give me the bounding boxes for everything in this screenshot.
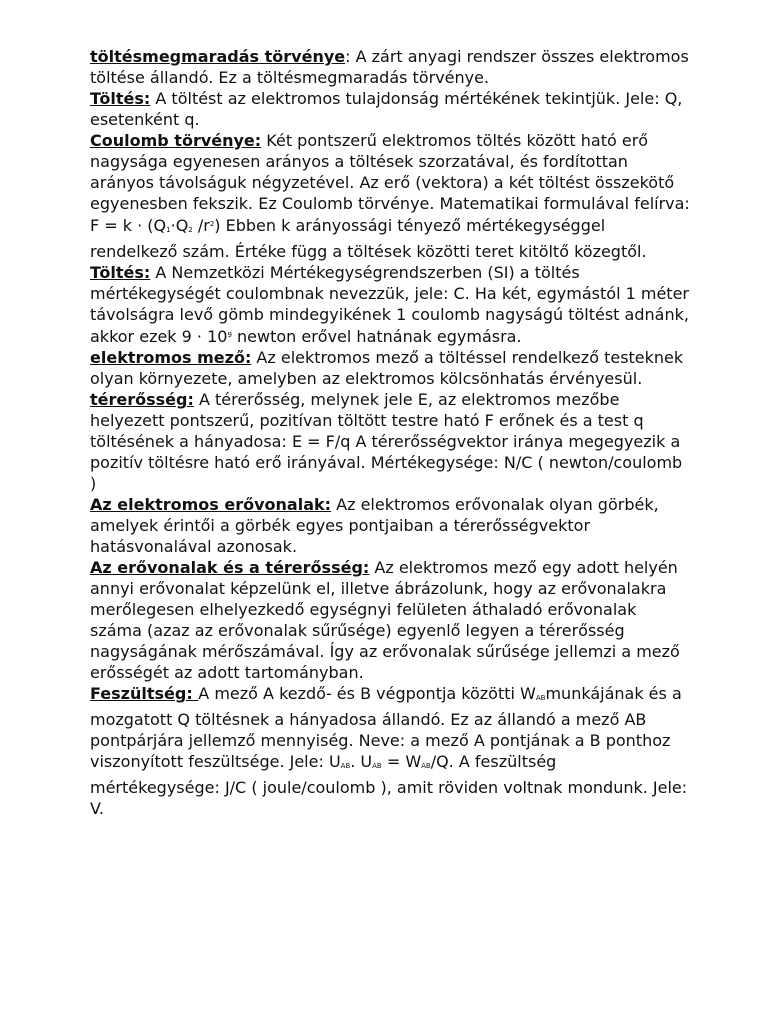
paragraph-field-strength <box>90 389 690 494</box>
paragraph-field-lines-strength <box>90 557 690 683</box>
subscript: 2 <box>188 226 193 234</box>
paragraph-field-lines <box>90 494 690 557</box>
paragraph-text: Az elektromos erővonalak olyan görbék, amelyek érintői a görbék egyes pontjaiban a térerősségvektor hatásvonalával azonosak. <box>90 495 659 556</box>
subscript: 1 <box>166 226 171 234</box>
term-heading: Coulomb törvénye: <box>90 131 262 150</box>
paragraph-text: A térerősség, melynek jele E, az elektromos mezőbe helyezett pontszerű, pozitívan töltött testre ható F erőnek és a test q töltésének a hányadosa: E = F/q A térerősségvektor iránya megegyezik a pozitív töltésre ható erő irányával. Mértékegysége: N/C ( newton/coulomb ) <box>90 390 683 493</box>
subscript: AB <box>421 762 431 770</box>
paragraph-voltage <box>90 683 690 819</box>
paragraph-text: munkájának és a mozgatott Q töltésnek a hányadosa állandó. Ez az állandó a mező AB pontpárjára jellemző mennyiség. Neve: a mező A pontjának a B ponthoz viszonyított feszültsége. Jele: U <box>90 684 682 771</box>
paragraph-electric-field <box>90 347 690 389</box>
term-heading: Az erővonalak és a térerősség: <box>90 558 370 577</box>
term-heading: elektromos mező: <box>90 348 252 367</box>
paragraph-text: Két pontszerű elektromos töltés között ható erő nagysága egyenesen arányos a töltések szorzatával, és fordítottan arányos távolságuk négyzetével. Az erő (vektora) a két töltést összekötő egyenesben fekszik. Ez Coulomb törvénye. Matematikai formulával felírva: F = k · (Q <box>90 131 690 235</box>
term-heading: Feszültség: <box>90 684 199 703</box>
superscript: 2 <box>209 220 215 228</box>
paragraph-text: A töltést az elektromos tulajdonság mértékének tekintjük. Jele: Q, esetenként q. <box>90 89 683 129</box>
paragraph-text: Az elektromos mező a töltéssel rendelkező testeknek olyan környezete, amelyben az elektromos kölcsönhatás érvényesül. <box>90 348 684 388</box>
paragraph-text: ·Q <box>170 216 189 235</box>
paragraph-charge <box>90 88 690 130</box>
paragraph-text: newton erővel hatnának egymásra. <box>231 327 522 346</box>
paragraph-charge-unit <box>90 262 690 347</box>
subscript: AB <box>372 762 382 770</box>
paragraph-coulomb-law <box>90 130 690 262</box>
superscript: 9 <box>227 331 232 339</box>
term-heading: Töltés: <box>90 89 151 108</box>
paragraph-text: /r <box>192 216 210 235</box>
paragraph-text: . U <box>350 752 373 771</box>
term-heading: térerősség: <box>90 390 194 409</box>
paragraph-text: A mező A kezdő- és B végpontja közötti W <box>198 684 536 703</box>
paragraph-text: : A zárt anyagi rendszer összes elektromos töltése állandó. Ez a töltésmegmaradás törvénye. <box>90 47 689 87</box>
term-heading: Töltés: <box>90 263 151 282</box>
subscript: AB <box>340 762 351 770</box>
paragraph-text: A Nemzetközi Mértékegységrendszerben (SI) a töltés mértékegységét coulombnak nevezzük, jele: C. Ha két, egymástól 1 méter távolságra levő gömb mindegyikének 1 coulomb nagyságú töltést adnánk, akkor ezek 9 · 10 <box>90 263 689 346</box>
paragraph-text: Az elektromos mező egy adott helyén annyi erővonalat képzelünk el, illetve ábrázolunk, hogy az erővonalakra merőlegesen elhelyezkedő egységnyi felületen áthaladó erővonalak száma (azaz az erővonalak sűrűsége) egyenlő legyen a térerősség nagyságának mérőszámával. Így az erővonalak sűrűsége jellemzi a mező erősségét az adott tartományban. <box>90 558 680 682</box>
paragraph-text: /Q. A feszültség mértékegysége: J/C ( joule/coulomb ), amit röviden voltnak mondunk. Jele: V. <box>90 752 688 818</box>
subscript: AB <box>535 694 546 702</box>
term-heading: Az elektromos erővonalak: <box>90 495 332 514</box>
paragraph-charge-conservation <box>90 46 690 88</box>
document-body <box>90 46 690 819</box>
paragraph-text: ) Ebben k arányossági tényező mértékegységgel rendelkező szám. Értéke függ a töltések közötti teret kitöltő közegtől. <box>90 216 647 261</box>
paragraph-text: = W <box>381 752 422 771</box>
term-heading: töltésmegmaradás törvénye <box>90 47 346 66</box>
